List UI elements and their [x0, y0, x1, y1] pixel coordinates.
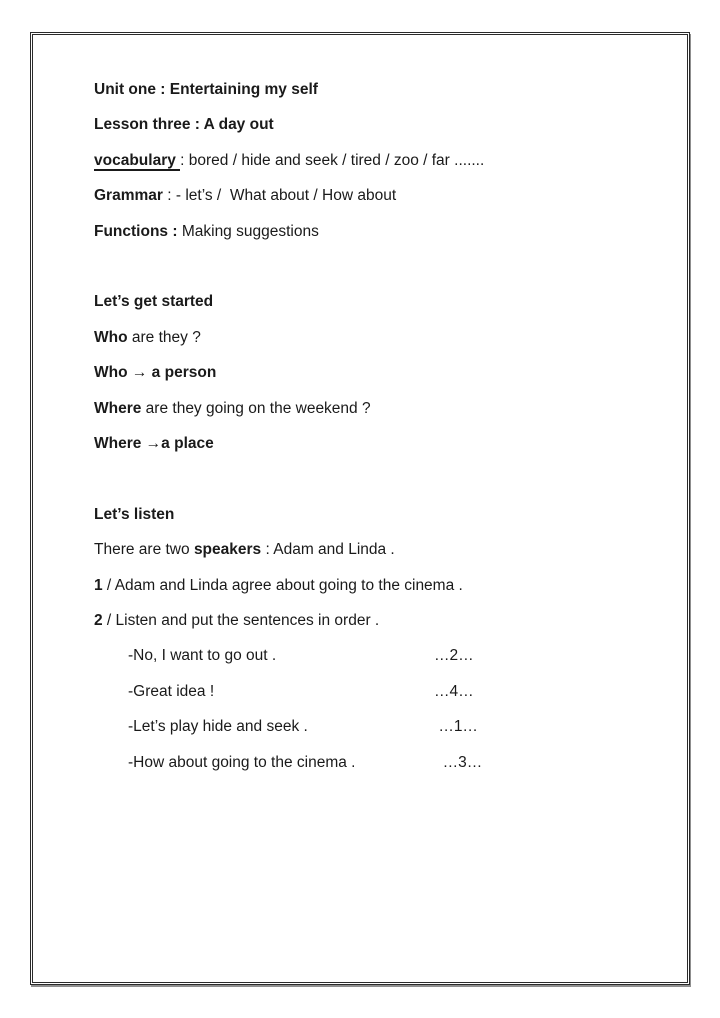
page-content	[33, 35, 687, 780]
line-functions	[94, 214, 645, 249]
order-answer: …1…	[434, 718, 478, 736]
line-unit-title	[94, 72, 645, 107]
get-started-heading-text: Let’s get started	[94, 293, 214, 311]
grammar-list: : - let’s / What about / How about	[162, 187, 397, 205]
who-question-text: are they ?	[127, 328, 201, 346]
grammar-label: Grammar	[94, 187, 163, 205]
order-row	[128, 709, 645, 744]
order-answer: …4…	[434, 682, 474, 700]
line-task-1	[94, 568, 645, 603]
line-vocabulary	[94, 143, 645, 178]
spacer	[94, 461, 645, 496]
spacer	[94, 249, 645, 284]
task-1-number: 1	[94, 576, 103, 594]
functions-value: Making suggestions	[177, 222, 319, 240]
unit-title-text: Unit one : Entertaining my self	[94, 81, 318, 98]
task-1-text: / Adam and Linda agree about going to the cinema .	[102, 576, 463, 594]
order-sentence: -No, I want to go out .	[128, 647, 277, 665]
line-grammar	[94, 178, 645, 213]
line-lesson-title	[94, 107, 645, 142]
order-sentence: -Let’s play hide and seek .	[128, 718, 308, 736]
who-label: Who	[94, 328, 128, 346]
line-who-question	[94, 320, 645, 355]
where-answer-text: Where →a place	[94, 435, 214, 453]
task-2-number: 2	[94, 612, 103, 630]
line-where-answer	[94, 426, 645, 461]
functions-label: Functions :	[94, 222, 178, 240]
lets-listen-heading-text: Let’s listen	[94, 505, 175, 523]
where-question-text: are they going on the weekend ?	[141, 399, 371, 417]
order-answer: …2…	[434, 647, 474, 665]
speakers-post-text: : Adam and Linda .	[261, 541, 395, 559]
order-answer: …3…	[434, 753, 483, 771]
order-row	[128, 638, 645, 673]
order-sentence: -How about going to the cinema .	[128, 753, 356, 771]
page-border-frame	[30, 32, 690, 985]
vocabulary-list: : bored / hide and seek / tired / zoo / far .......	[180, 151, 485, 169]
order-row	[128, 674, 645, 709]
speakers-pre-text: There are two	[94, 541, 194, 559]
vocabulary-label: vocabulary	[94, 151, 181, 169]
task-2-text: / Listen and put the sentences in order .	[102, 612, 380, 630]
lesson-title-text: Lesson three : A day out	[94, 116, 274, 134]
order-sentence: -Great idea !	[128, 682, 215, 700]
who-answer-text: Who → a person	[94, 364, 217, 382]
heading-lets-listen	[94, 497, 645, 532]
line-who-answer	[94, 355, 645, 390]
order-row	[128, 745, 645, 780]
line-speakers	[94, 532, 645, 567]
where-label: Where	[94, 399, 142, 417]
speakers-word: speakers	[193, 541, 262, 559]
line-task-2	[94, 603, 645, 638]
line-where-question	[94, 391, 645, 426]
heading-get-started	[94, 284, 645, 319]
